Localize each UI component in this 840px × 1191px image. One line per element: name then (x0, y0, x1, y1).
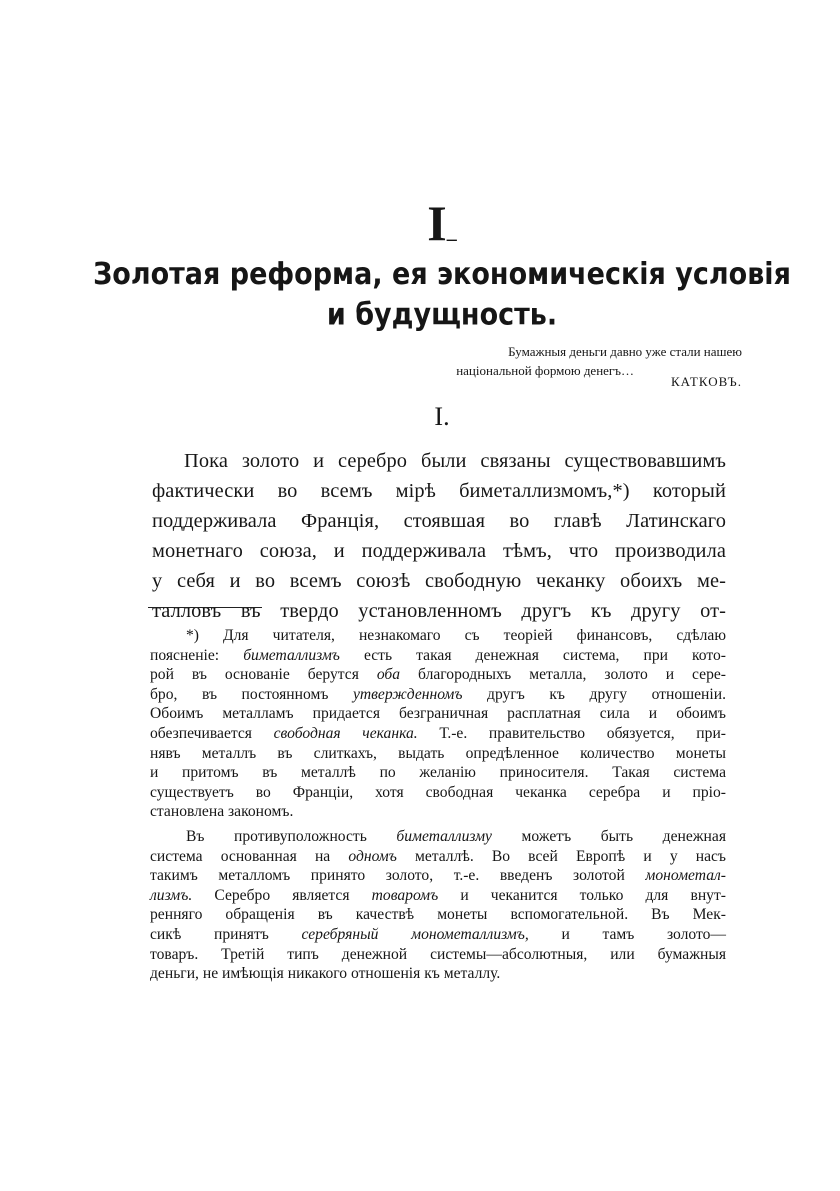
epigraph-line-2: національной формою денегъ… (456, 363, 634, 378)
part-numeral (0, 195, 840, 257)
body-paragraph (152, 446, 726, 626)
body-line: фактически во всемъ мірѣ биметаллизмомъ,*) который (152, 480, 726, 502)
part-numeral-text: I (427, 195, 447, 251)
footnote-line: рой въ основаніе берутся оба благородныхъ металла, золото и сере- (150, 666, 727, 684)
footnote-divider (148, 607, 262, 608)
footnote-line: становлена закономъ. (150, 803, 294, 821)
footnote-line: и притомъ въ металлѣ по желанію приносителя. Такая система (150, 764, 726, 782)
body-line: монетнаго союза, и поддерживала тѣмъ, что производила (152, 540, 726, 562)
footnote-line: товаръ. Третій типъ денежной системы—абсолютныя, или бумажныя (150, 945, 726, 963)
footnote-line: обезпечивается свободная чеканка. Т.-е. правительство обязуется, при- (150, 724, 726, 742)
body-line: талловъ въ твердо установленномъ другъ къ другу от- (152, 600, 726, 622)
footnote-line: лизмъ. Серебро является товаромъ и чеканится только для внут- (150, 886, 726, 904)
footnote-line: существуетъ во Франціи, хотя свободная чеканка серебра и пріо- (150, 783, 726, 801)
body-line: Пока золото и серебро были связаны существовавшимъ (184, 450, 726, 472)
footnote-line: такимъ металломъ принято золото, т.-е. введенъ золотой монометал- (150, 867, 727, 885)
chapter-title (0, 255, 840, 336)
chapter-title-line-1: Золотая реформа, ея экономическія условія (93, 257, 791, 292)
chapter-title-line-2: и будущность. (326, 297, 558, 333)
footnote-line: бро, въ постоянномъ утвержденномъ другъ къ другу отношеніи. (150, 685, 726, 703)
body-line: у себя и во всемъ союзѣ свободную чеканку обоихъ ме- (152, 570, 726, 592)
footnote-line: нявъ металлъ въ слиткахъ, выдать опредѣленное количество монеты (150, 744, 726, 762)
footnote-line: Обоимъ металламъ придается безграничная расплатная сила и обоимъ (150, 705, 726, 723)
footnote-line: система основанная на одномъ металлѣ. Во всей Европѣ и у насъ (150, 847, 726, 865)
footnote-line: Въ противуположность биметаллизму можетъ быть денежная (186, 827, 726, 845)
footnote-line: деньги, не имѣющія никакого отношенія къ металлу. (150, 965, 501, 983)
epigraph (456, 342, 742, 391)
footnote-line: *) Для читателя, незнакомаго съ теоріей финансовъ, сдѣлаю (186, 627, 726, 644)
footnote (150, 626, 726, 984)
section-numeral: I. (434, 402, 450, 431)
epigraph-author: КАТКОВЪ. (670, 374, 742, 389)
footnote-line: сикѣ принятъ серебряный монометаллизмъ, и тамъ золото— (150, 925, 726, 943)
footnote-line: ренняго обращенія въ качествѣ монеты вспомогательной. Въ Мек- (150, 906, 726, 924)
footnote-line: поясненіе: биметаллизмъ есть такая денежная система, при кото- (150, 646, 726, 664)
part-numeral-mark: _ (446, 221, 457, 243)
epigraph-line-1: Бумажныя деньги давно уже стали нашею (508, 344, 742, 359)
body-line: поддерживала Франція, стоявшая во главѣ Латинскаго (152, 510, 726, 532)
